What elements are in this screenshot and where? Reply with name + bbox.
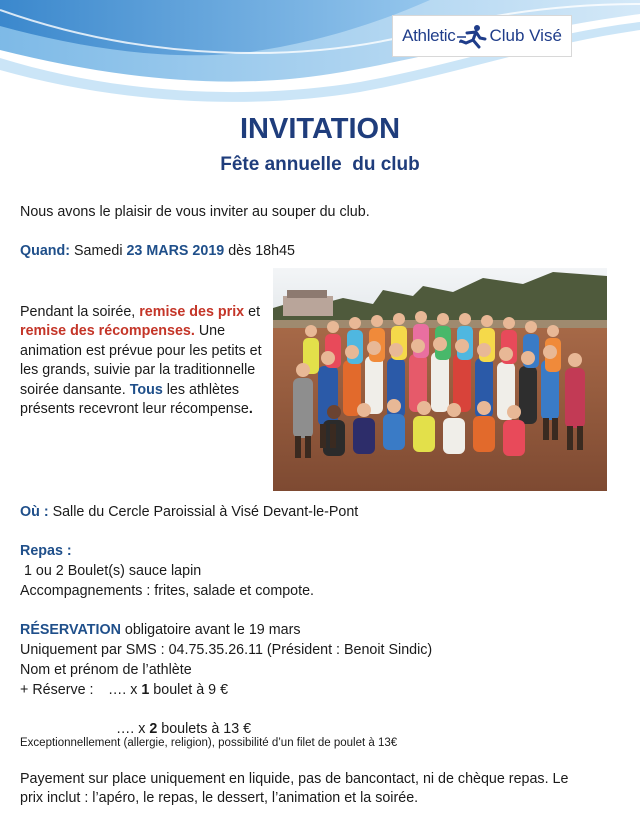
runner-icon <box>457 23 487 49</box>
quand-date: 23 MARS 2019 <box>126 243 225 259</box>
logo-word-club-vise: Club Visé <box>489 26 562 45</box>
payement-line-2: prix inclut : l’apéro, le repas, le dessert, l’animation et la soirée. <box>20 790 419 806</box>
quand-time: dès 18h45 <box>224 243 295 259</box>
animation-text: Une animation est prévue pour les petits et les grands, suivie par la traditionnelle soirée dansante. <box>20 323 262 398</box>
repas-label-line <box>20 542 72 561</box>
soiree-text: Pendant la soirée, <box>20 304 140 320</box>
option-1-text: boulet à 9 € <box>149 682 229 698</box>
repas-item-2: Accompagnements : frites, salade et compote. <box>20 583 315 599</box>
reserve-option-1 <box>108 681 228 700</box>
group-photo-image <box>273 268 607 491</box>
page-subtitle: Fête annuelle du club <box>220 154 420 175</box>
remise-prix-text: remise des prix <box>139 304 245 320</box>
group-photo <box>273 268 607 491</box>
repas-item-1: 1 ou 2 Boulet(s) sauce lapin <box>20 563 202 579</box>
reservation-text: obligatoire avant le 19 mars <box>120 622 301 638</box>
option-2-dots: …. x <box>115 721 150 737</box>
ou-line <box>20 503 358 522</box>
option-1-dots: …. x <box>108 682 142 698</box>
tous-text: Tous <box>129 381 163 398</box>
quand-label: Quand: <box>20 243 71 259</box>
reservation-label: RÉSERVATION <box>20 622 121 638</box>
logo-word-athletic: Athletic <box>402 26 456 45</box>
nom-line: Nom et prénom de l’athlète <box>20 662 192 678</box>
ou-label: Où : <box>20 504 49 520</box>
ou-text: Salle du Cercle Paroissial à Visé Devant-le-Pont <box>48 504 359 520</box>
final-period: . <box>248 401 253 418</box>
option-2-number: 2 <box>149 721 158 737</box>
recompense-text: les athlètes présents recevront leur récompense <box>20 381 249 418</box>
soiree-and: et <box>244 304 261 320</box>
quand-line <box>20 242 295 261</box>
exception-note: Exceptionnellement (allergie, religion), possibilité d’un filet de poulet à 13€ <box>20 737 398 749</box>
payement-line-1: Payement sur place uniquement en liquide, pas de bancontact, ni de chèque repas. Le <box>20 771 569 787</box>
reservation-line <box>20 621 301 640</box>
option-1-number: 1 <box>141 682 150 698</box>
club-logo <box>392 15 572 57</box>
reserve-line-1 <box>20 681 229 700</box>
repas-label: Repas : <box>20 543 72 559</box>
reserve-label: + Réserve : <box>20 682 94 698</box>
soiree-paragraph <box>20 303 270 419</box>
intro-text: Nous avons le plaisir de vous inviter au souper du club. <box>20 204 370 220</box>
option-2-text: boulets à 13 € <box>157 721 252 737</box>
page-title: INVITATION <box>239 113 401 145</box>
quand-text: Samedi <box>70 243 127 259</box>
sms-line: Uniquement par SMS : 04.75.35.26.11 (Président : Benoit Sindic) <box>20 642 433 658</box>
remise-recompenses-text: remise des récompenses. <box>20 323 195 340</box>
